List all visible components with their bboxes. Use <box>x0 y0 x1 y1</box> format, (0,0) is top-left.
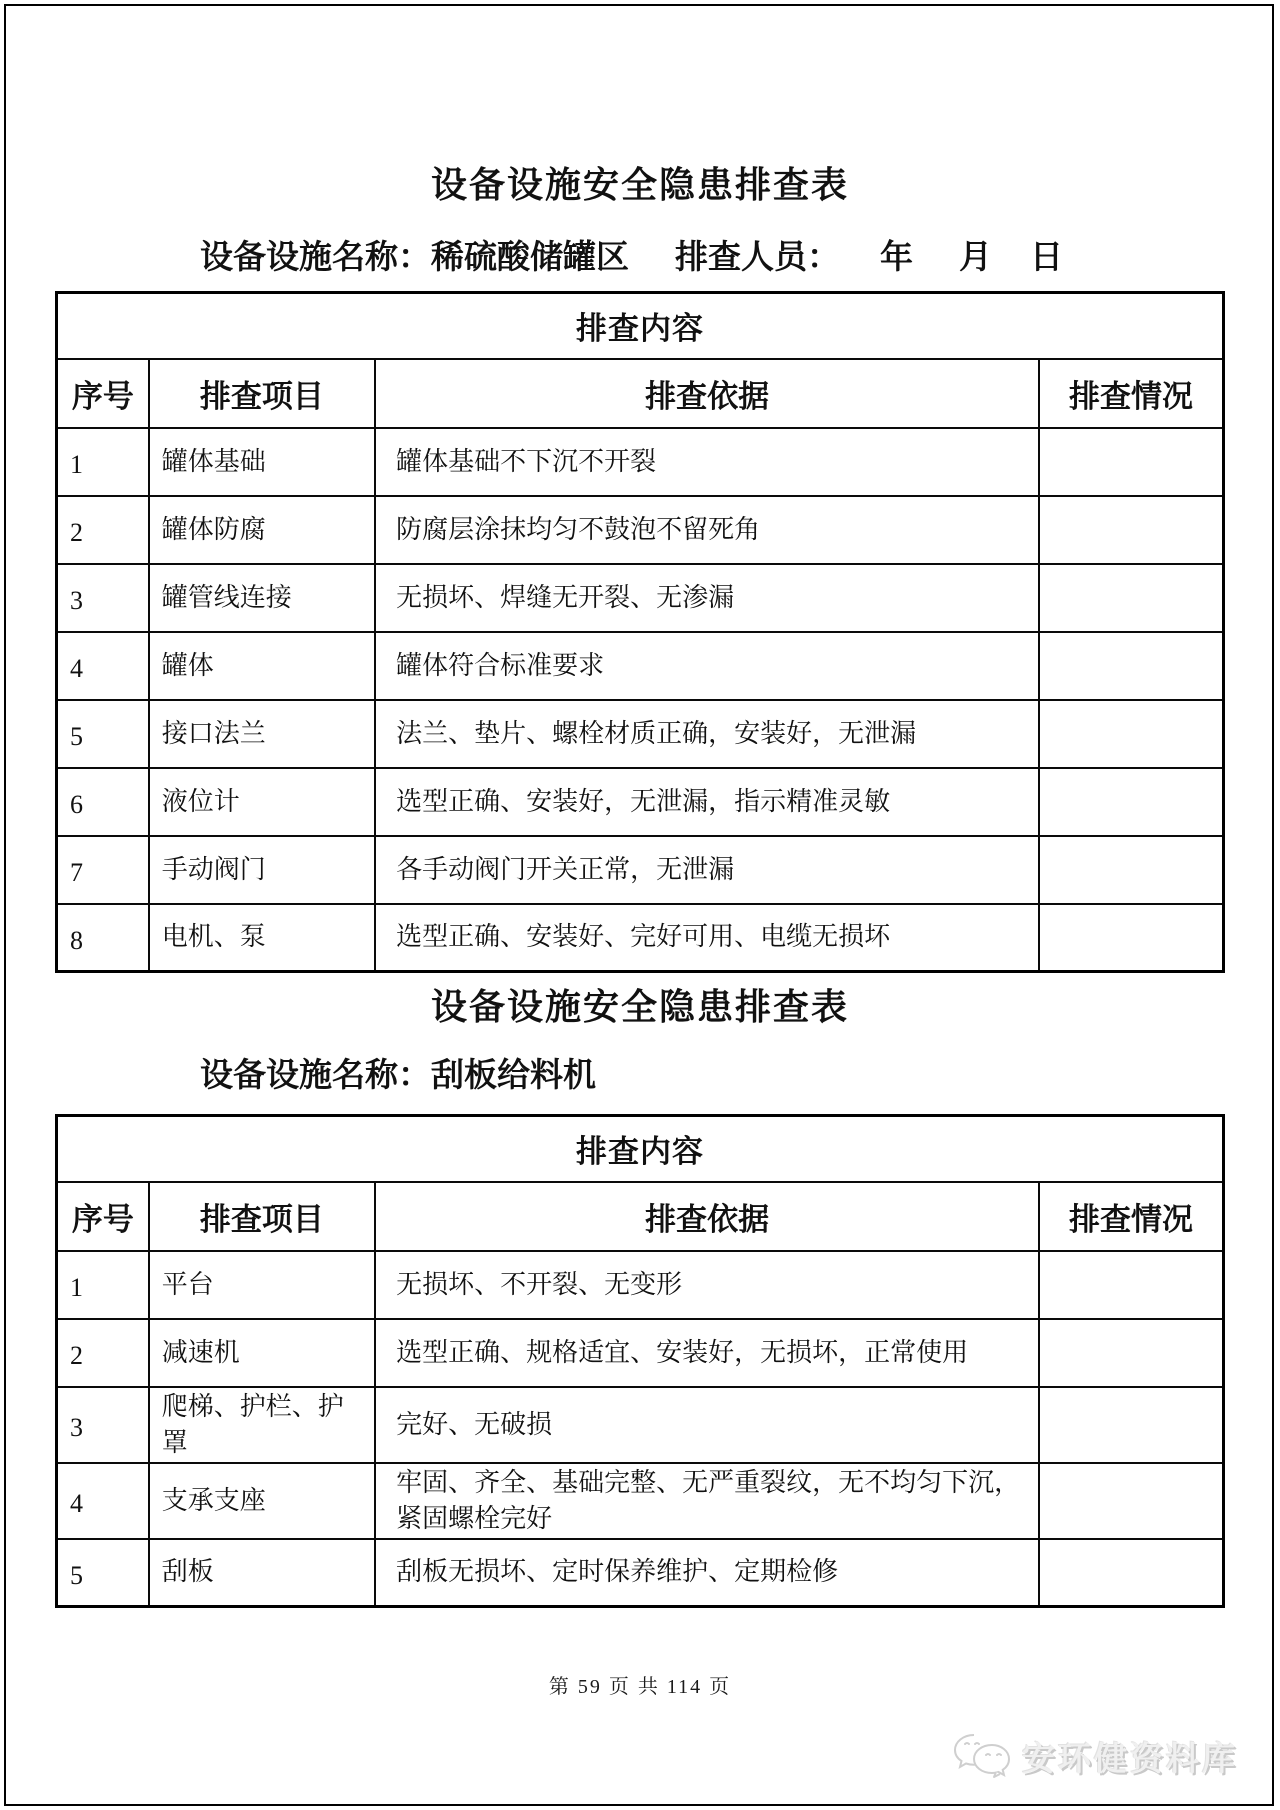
equipment-name-label: 设备设施名称：稀硫酸储罐区 <box>200 240 629 276</box>
inspection-status-cell <box>1039 1387 1223 1463</box>
table-row <box>57 564 1224 632</box>
inspection-item-cell: 支承支座 <box>149 1463 375 1539</box>
date-year-label: 年 <box>880 240 913 276</box>
column-header-status: 排查情况 <box>1039 1182 1223 1251</box>
row-number-cell: 3 <box>57 564 149 632</box>
row-number-cell: 8 <box>57 904 149 972</box>
row-number-cell: 3 <box>57 1387 149 1463</box>
column-header-basis: 排查依据 <box>375 359 1039 428</box>
watermark <box>952 1731 1238 1781</box>
row-number-cell: 7 <box>57 836 149 904</box>
inspector-label: 排查人员： <box>675 240 840 276</box>
row-number-cell: 2 <box>57 496 149 564</box>
inspection-item-cell: 平台 <box>149 1251 375 1319</box>
table-row <box>57 904 1224 972</box>
inspection-item-cell: 罐管线连接 <box>149 564 375 632</box>
table-row <box>57 1319 1224 1387</box>
inspection-basis-cell: 选型正确、安装好，无泄漏，指示精准灵敏 <box>375 768 1039 836</box>
inspection-item-cell: 电机、泵 <box>149 904 375 972</box>
watermark-label: 安环健资料库 <box>1022 1741 1238 1778</box>
inspection-basis-cell: 选型正确、规格适宜、安装好，无损坏，正常使用 <box>375 1319 1039 1387</box>
inspection-basis-cell: 完好、无破损 <box>375 1387 1039 1463</box>
table-row <box>57 632 1224 700</box>
inspection-status-cell <box>1039 904 1223 972</box>
inspection-status-cell <box>1039 1463 1223 1539</box>
row-number-cell: 6 <box>57 768 149 836</box>
table-row <box>57 1387 1224 1463</box>
date-month-label: 月 <box>959 240 992 276</box>
inspection-status-cell <box>1039 428 1223 496</box>
inspection-basis-cell: 防腐层涂抹均匀不鼓泡不留死角 <box>375 496 1039 564</box>
inspection-status-cell <box>1039 836 1223 904</box>
inspection-basis-cell: 法兰、垫片、螺栓材质正确，安装好，无泄漏 <box>375 700 1039 768</box>
inspection-item-cell: 液位计 <box>149 768 375 836</box>
inspection-status-cell <box>1039 1251 1223 1319</box>
table-row <box>57 428 1224 496</box>
column-header-no: 序号 <box>57 1182 149 1251</box>
row-number-cell: 5 <box>57 1539 149 1607</box>
column-header-item: 排查项目 <box>149 359 375 428</box>
table-row <box>57 700 1224 768</box>
sheet-content <box>55 0 1225 1699</box>
table-row <box>57 1539 1224 1607</box>
section1-name-line <box>55 237 1225 279</box>
table-row <box>57 1251 1224 1319</box>
inspection-basis-cell: 选型正确、安装好、完好可用、电缆无损坏 <box>375 904 1039 972</box>
inspection-item-cell: 爬梯、护栏、护罩 <box>149 1387 375 1463</box>
inspection-item-cell: 刮板 <box>149 1539 375 1607</box>
inspection-basis-cell: 罐体基础不下沉不开裂 <box>375 428 1039 496</box>
equipment-name-label: 设备设施名称：刮板给料机 <box>200 1058 596 1094</box>
inspection-status-cell <box>1039 632 1223 700</box>
column-header-status: 排查情况 <box>1039 359 1223 428</box>
table-2-body <box>57 1251 1224 1607</box>
inspection-basis-cell: 罐体符合标准要求 <box>375 632 1039 700</box>
section1-title: 设备设施安全隐患排查表 <box>430 165 849 205</box>
column-header-row <box>57 359 1224 428</box>
inspection-basis-cell: 各手动阀门开关正常，无泄漏 <box>375 836 1039 904</box>
inspection-item-cell: 罐体基础 <box>149 428 375 496</box>
inspection-item-cell: 减速机 <box>149 1319 375 1387</box>
wechat-icon <box>952 1731 1014 1781</box>
page-number-footer: 第 59 页 共 114 页 <box>548 1676 732 1698</box>
content-header-cell: 排查内容 <box>57 293 1224 359</box>
row-number-cell: 1 <box>57 1251 149 1319</box>
row-number-cell: 1 <box>57 428 149 496</box>
column-header-row <box>57 1182 1224 1251</box>
column-header-basis: 排查依据 <box>375 1182 1039 1251</box>
column-header-item: 排查项目 <box>149 1182 375 1251</box>
inspection-status-cell <box>1039 496 1223 564</box>
inspection-item-cell: 接口法兰 <box>149 700 375 768</box>
inspection-status-cell <box>1039 700 1223 768</box>
inspection-status-cell <box>1039 564 1223 632</box>
inspection-item-cell: 手动阀门 <box>149 836 375 904</box>
inspection-status-cell <box>1039 768 1223 836</box>
inspection-status-cell <box>1039 1319 1223 1387</box>
row-number-cell: 5 <box>57 700 149 768</box>
table-row <box>57 1463 1224 1539</box>
inspection-table-2 <box>55 1114 1225 1608</box>
inspection-basis-cell: 牢固、齐全、基础完整、无严重裂纹，无不均匀下沉，紧固螺栓完好 <box>375 1463 1039 1539</box>
section2-name-line <box>55 1055 1225 1097</box>
section2-title: 设备设施安全隐患排查表 <box>430 987 849 1027</box>
table-row <box>57 496 1224 564</box>
inspection-basis-cell: 刮板无损坏、定时保养维护、定期检修 <box>375 1539 1039 1607</box>
inspection-status-cell <box>1039 1539 1223 1607</box>
row-number-cell: 4 <box>57 632 149 700</box>
row-number-cell: 4 <box>57 1463 149 1539</box>
inspection-basis-cell: 无损坏、不开裂、无变形 <box>375 1251 1039 1319</box>
inspection-item-cell: 罐体 <box>149 632 375 700</box>
table-row <box>57 768 1224 836</box>
column-header-no: 序号 <box>57 359 149 428</box>
row-number-cell: 2 <box>57 1319 149 1387</box>
date-day-label: 日 <box>1030 240 1063 276</box>
inspection-table-1 <box>55 291 1225 973</box>
inspection-basis-cell: 无损坏、焊缝无开裂、无渗漏 <box>375 564 1039 632</box>
content-header-row <box>57 293 1224 359</box>
content-header-cell: 排查内容 <box>57 1116 1224 1182</box>
inspection-item-cell: 罐体防腐 <box>149 496 375 564</box>
table-1-body <box>57 428 1224 972</box>
content-header-row <box>57 1116 1224 1182</box>
table-row <box>57 836 1224 904</box>
